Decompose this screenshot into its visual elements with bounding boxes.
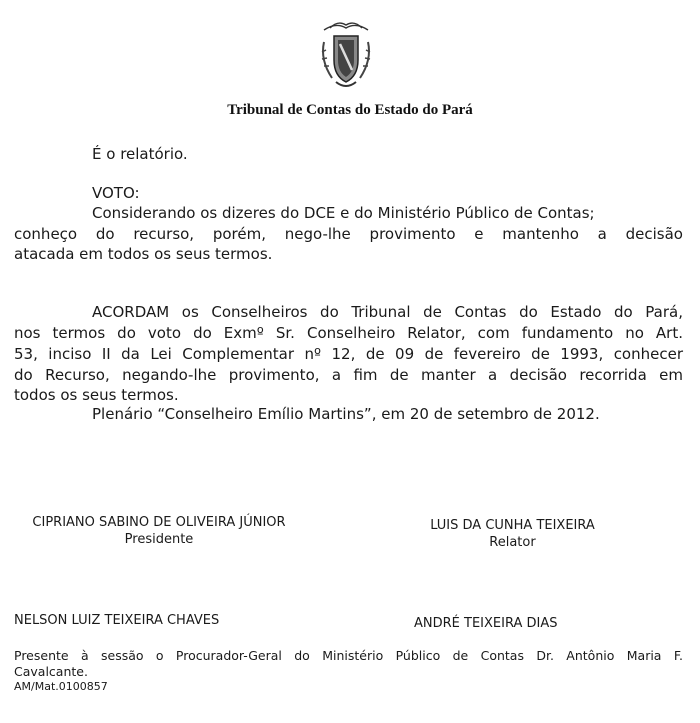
relatorio-text: É o relatório.: [92, 145, 188, 163]
relator-role: Relator: [489, 535, 536, 550]
acordam-line-2: nos termos do voto do Exmº Sr. Conselheiro Relator, com fundamento no Art.: [14, 324, 683, 342]
signature-relator: [400, 517, 625, 551]
acordam-line-5: todos os seus termos.: [14, 386, 179, 404]
institution-title: Tribunal de Contas do Estado do Pará: [227, 102, 473, 118]
presence-line-2: Cavalcante.: [14, 664, 88, 679]
signature-member-1: [14, 612, 219, 629]
acordam-line-1: ACORDAM os Conselheiros do Tribunal de Contas do Estado do Pará,: [92, 303, 683, 321]
president-role: Presidente: [124, 532, 194, 547]
acordam-line-3: 53, inciso II da Lei Complementar nº 12, de 09 de fevereiro de 1993, conhecer: [14, 345, 683, 363]
coat-of-arms-icon: [316, 20, 376, 92]
member-1-name: NELSON LUIZ TEIXEIRA CHAVES: [14, 613, 220, 628]
voto-heading: VOTO:: [92, 184, 140, 202]
signature-member-2: [414, 615, 557, 632]
acordam-line-4: do Recurso, negando-lhe provimento, a fim de manter a decisão recorrida em: [14, 366, 683, 384]
member-2-name: ANDRÉ TEIXEIRA DIAS: [414, 616, 558, 631]
signature-president: [14, 514, 304, 548]
presence-line-1: Presente à sessão o Procurador-Geral do Ministério Público de Contas Dr. Antônio Maria F.: [14, 648, 683, 663]
relator-name: LUIS DA CUNHA TEIXEIRA: [430, 518, 595, 533]
president-name: CIPRIANO SABINO DE OLIVEIRA JÚNIOR: [32, 515, 286, 530]
plenario-line: Plenário “Conselheiro Emílio Martins”, em 20 de setembro de 2012.: [92, 405, 600, 423]
voto-line-2: conheço do recurso, porém, nego-lhe provimento e mantenho a decisão: [14, 225, 683, 243]
reference-code: AM/Mat.0100857: [14, 680, 108, 693]
voto-line-1: Considerando os dizeres do DCE e do Ministério Público de Contas;: [92, 204, 595, 222]
voto-line-3: atacada em todos os seus termos.: [14, 245, 273, 263]
